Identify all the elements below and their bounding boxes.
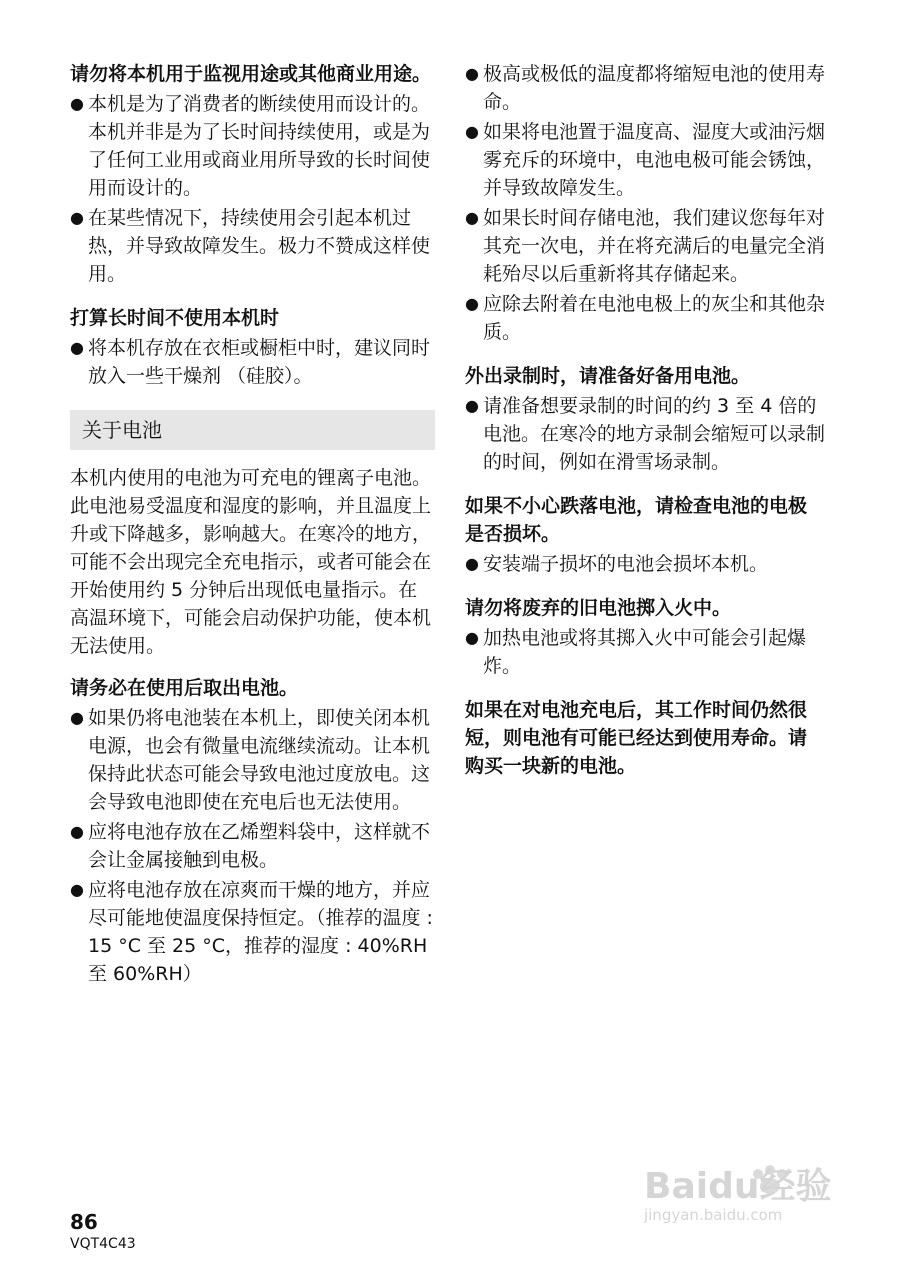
list-dropped-battery	[465, 550, 825, 578]
heading-remove-battery: 请务必在使用后取出电池。	[70, 677, 299, 699]
bullet-icon: ●	[465, 628, 479, 647]
list-remove-battery	[70, 704, 435, 988]
bullet-icon: ●	[70, 708, 84, 727]
list-item: ● 本机是为了消费者的断续使用而设计的。本机并非是为了长时间持续使用，或是为了任何工业用或商业用所导致的长时间使用而设计的。	[70, 90, 435, 202]
list-item: ● 应将电池存放在凉爽而干燥的地方，并应尽可能地使温度保持恒定。（推荐的温度 : 15 °C 至 25 °C，推荐的湿度 : 40%RH 至 60%RH）	[70, 876, 435, 988]
heading-dropped-battery: 如果不小心跌落电池，请检查电池的电极是否损坏。	[465, 495, 808, 545]
heading-commercial-use: 请勿将本机用于监视用途或其他商业用途。	[70, 63, 432, 85]
watermark-url: jingyan.baidu.com	[644, 1206, 783, 1224]
list-item: ● 安装端子损坏的电池会损坏本机。	[465, 550, 825, 578]
bullet-icon: ●	[465, 208, 479, 227]
battery-intro-paragraph: 本机内使用的电池为可充电的锂离子电池。此电池易受温度和湿度的影响，并且温度上升或下降越多，影响越大。在寒冷的地方，可能不会出现完全充电指示，或者可能会在开始使用约 5 分钟后出现低电量指示。在高温环境下，可能会启动保护功能，使本机无法使用。	[70, 467, 432, 657]
list-item: ● 在某些情况下，持续使用会引起本机过热，并导致故障发生。极力不赞成这样使用。	[70, 204, 435, 288]
list-long-storage	[70, 334, 435, 390]
list-no-fire	[465, 624, 825, 680]
list-commercial-use	[70, 90, 435, 288]
doc-code: VQT4C43	[70, 1236, 136, 1252]
heading-spare-battery: 外出录制时，请准备好备用电池。	[465, 365, 751, 387]
bullet-icon: ●	[70, 880, 84, 899]
bullet-icon: ●	[70, 822, 84, 841]
list-item: ● 如果将电池置于温度高、湿度大或油污烟雾充斥的环境中，电池电极可能会锈蚀，并导致故障发生。	[465, 118, 825, 202]
bullet-icon: ●	[70, 208, 84, 227]
list-item: ● 应将电池存放在乙烯塑料袋中，这样就不会让金属接触到电极。	[70, 818, 435, 874]
list-item: ● 极高或极低的温度都将缩短电池的使用寿命。	[465, 60, 825, 116]
bullet-icon: ●	[465, 396, 479, 415]
list-item: ● 应除去附着在电池电极上的灰尘和其他杂质。	[465, 290, 825, 346]
left-column	[70, 60, 435, 1004]
list-item: ● 如果长时间存储电池，我们建议您每年对其充一次电，并在将充满后的电量完全消耗殆尽以后重新将其存储起来。	[465, 204, 825, 288]
list-item: ● 将本机存放在衣柜或橱柜中时，建议同时放入一些干燥剂 （硅胶）。	[70, 334, 435, 390]
heading-no-fire: 请勿将废弃的旧电池掷入火中。	[465, 597, 732, 619]
right-column	[465, 60, 825, 782]
bullet-icon: ●	[465, 64, 479, 83]
page-number: 86	[70, 1210, 98, 1234]
list-item: ● 加热电池或将其掷入火中可能会引起爆炸。	[465, 624, 825, 680]
bullet-icon: ●	[465, 554, 479, 573]
section-title-battery: 关于电池	[70, 410, 435, 450]
bullet-icon: ●	[465, 122, 479, 141]
baidu-watermark-logo	[640, 1148, 850, 1228]
heading-battery-life: 如果在对电池充电后，其工作时间仍然很短，则电池有可能已经达到使用寿命。请购买一块新的电池。	[465, 699, 808, 777]
bullet-icon: ●	[70, 338, 84, 357]
bullet-icon: ●	[70, 94, 84, 113]
heading-long-storage: 打算长时间不使用本机时	[70, 307, 280, 329]
list-item: ● 请准备想要录制的时间的约 3 至 4 倍的电池。在寒冷的地方录制会缩短可以录制的时间，例如在滑雪场录制。	[465, 392, 825, 476]
list-battery-care	[465, 60, 825, 346]
list-spare-battery	[465, 392, 825, 476]
list-item: ● 如果仍将电池装在本机上，即使关闭本机电源，也会有微量电流继续流动。让本机保持此状态可能会导致电池过度放电。这会导致电池即使在充电后也无法使用。	[70, 704, 435, 816]
bullet-icon: ●	[465, 294, 479, 313]
watermark-brand: Baidu经验	[644, 1166, 832, 1207]
